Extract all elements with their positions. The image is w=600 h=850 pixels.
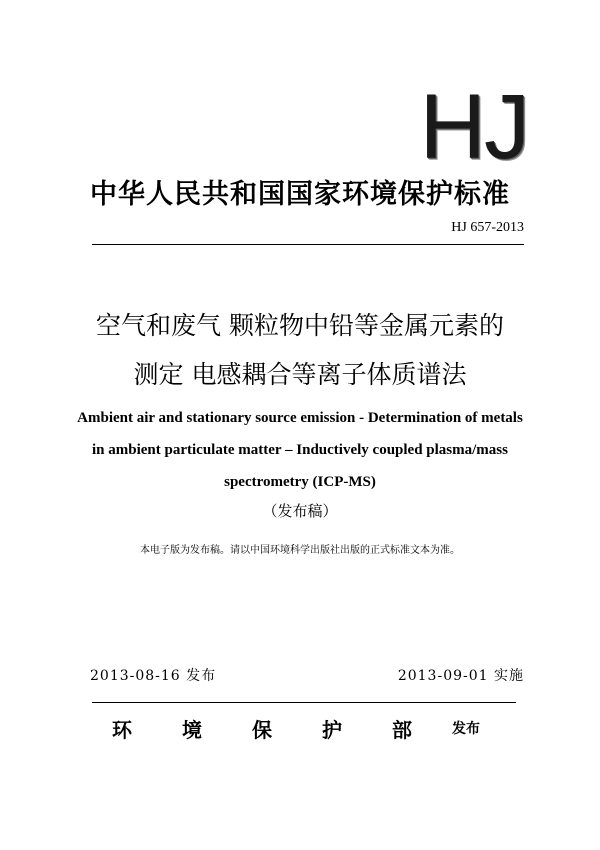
english-title-line-2: in ambient particulate matter – Inductively coupled plasma/mass	[92, 442, 508, 458]
english-title-line-3: spectrometry (ICP-MS)	[224, 474, 376, 490]
ministry-char: 护	[322, 718, 342, 742]
chinese-title-line-2: 测定 电感耦合等离子体质谱法	[133, 360, 467, 389]
ministry-char: 环	[112, 718, 132, 742]
ministry-char: 保	[252, 718, 272, 742]
release-status: （发布稿）	[262, 502, 338, 520]
english-title-line-1: Ambient air and stationary source emission - Determination of metals	[77, 410, 523, 426]
chinese-title-line-1: 空气和废气 颗粒物中铅等金属元素的	[96, 311, 504, 340]
standard-code: HJ 657-2013	[451, 220, 524, 235]
electronic-version-note: 本电子版为发布稿。请以中国环境科学出版社出版的正式标准文本为准。	[140, 545, 460, 556]
issue-date: 2013-08-16 发布	[90, 668, 217, 684]
organization-title: 中华人民共和国国家环境保护标准	[90, 179, 510, 210]
implementation-date: 2013-09-01 实施	[397, 668, 524, 684]
header-divider	[92, 244, 524, 245]
hj-logo: HJ	[419, 76, 528, 178]
ministry-publish-label: 发布	[452, 721, 480, 737]
ministry-char: 境	[182, 718, 202, 742]
ministry-char: 部	[392, 718, 412, 742]
ministry-name	[112, 714, 412, 743]
footer-divider	[92, 702, 516, 703]
